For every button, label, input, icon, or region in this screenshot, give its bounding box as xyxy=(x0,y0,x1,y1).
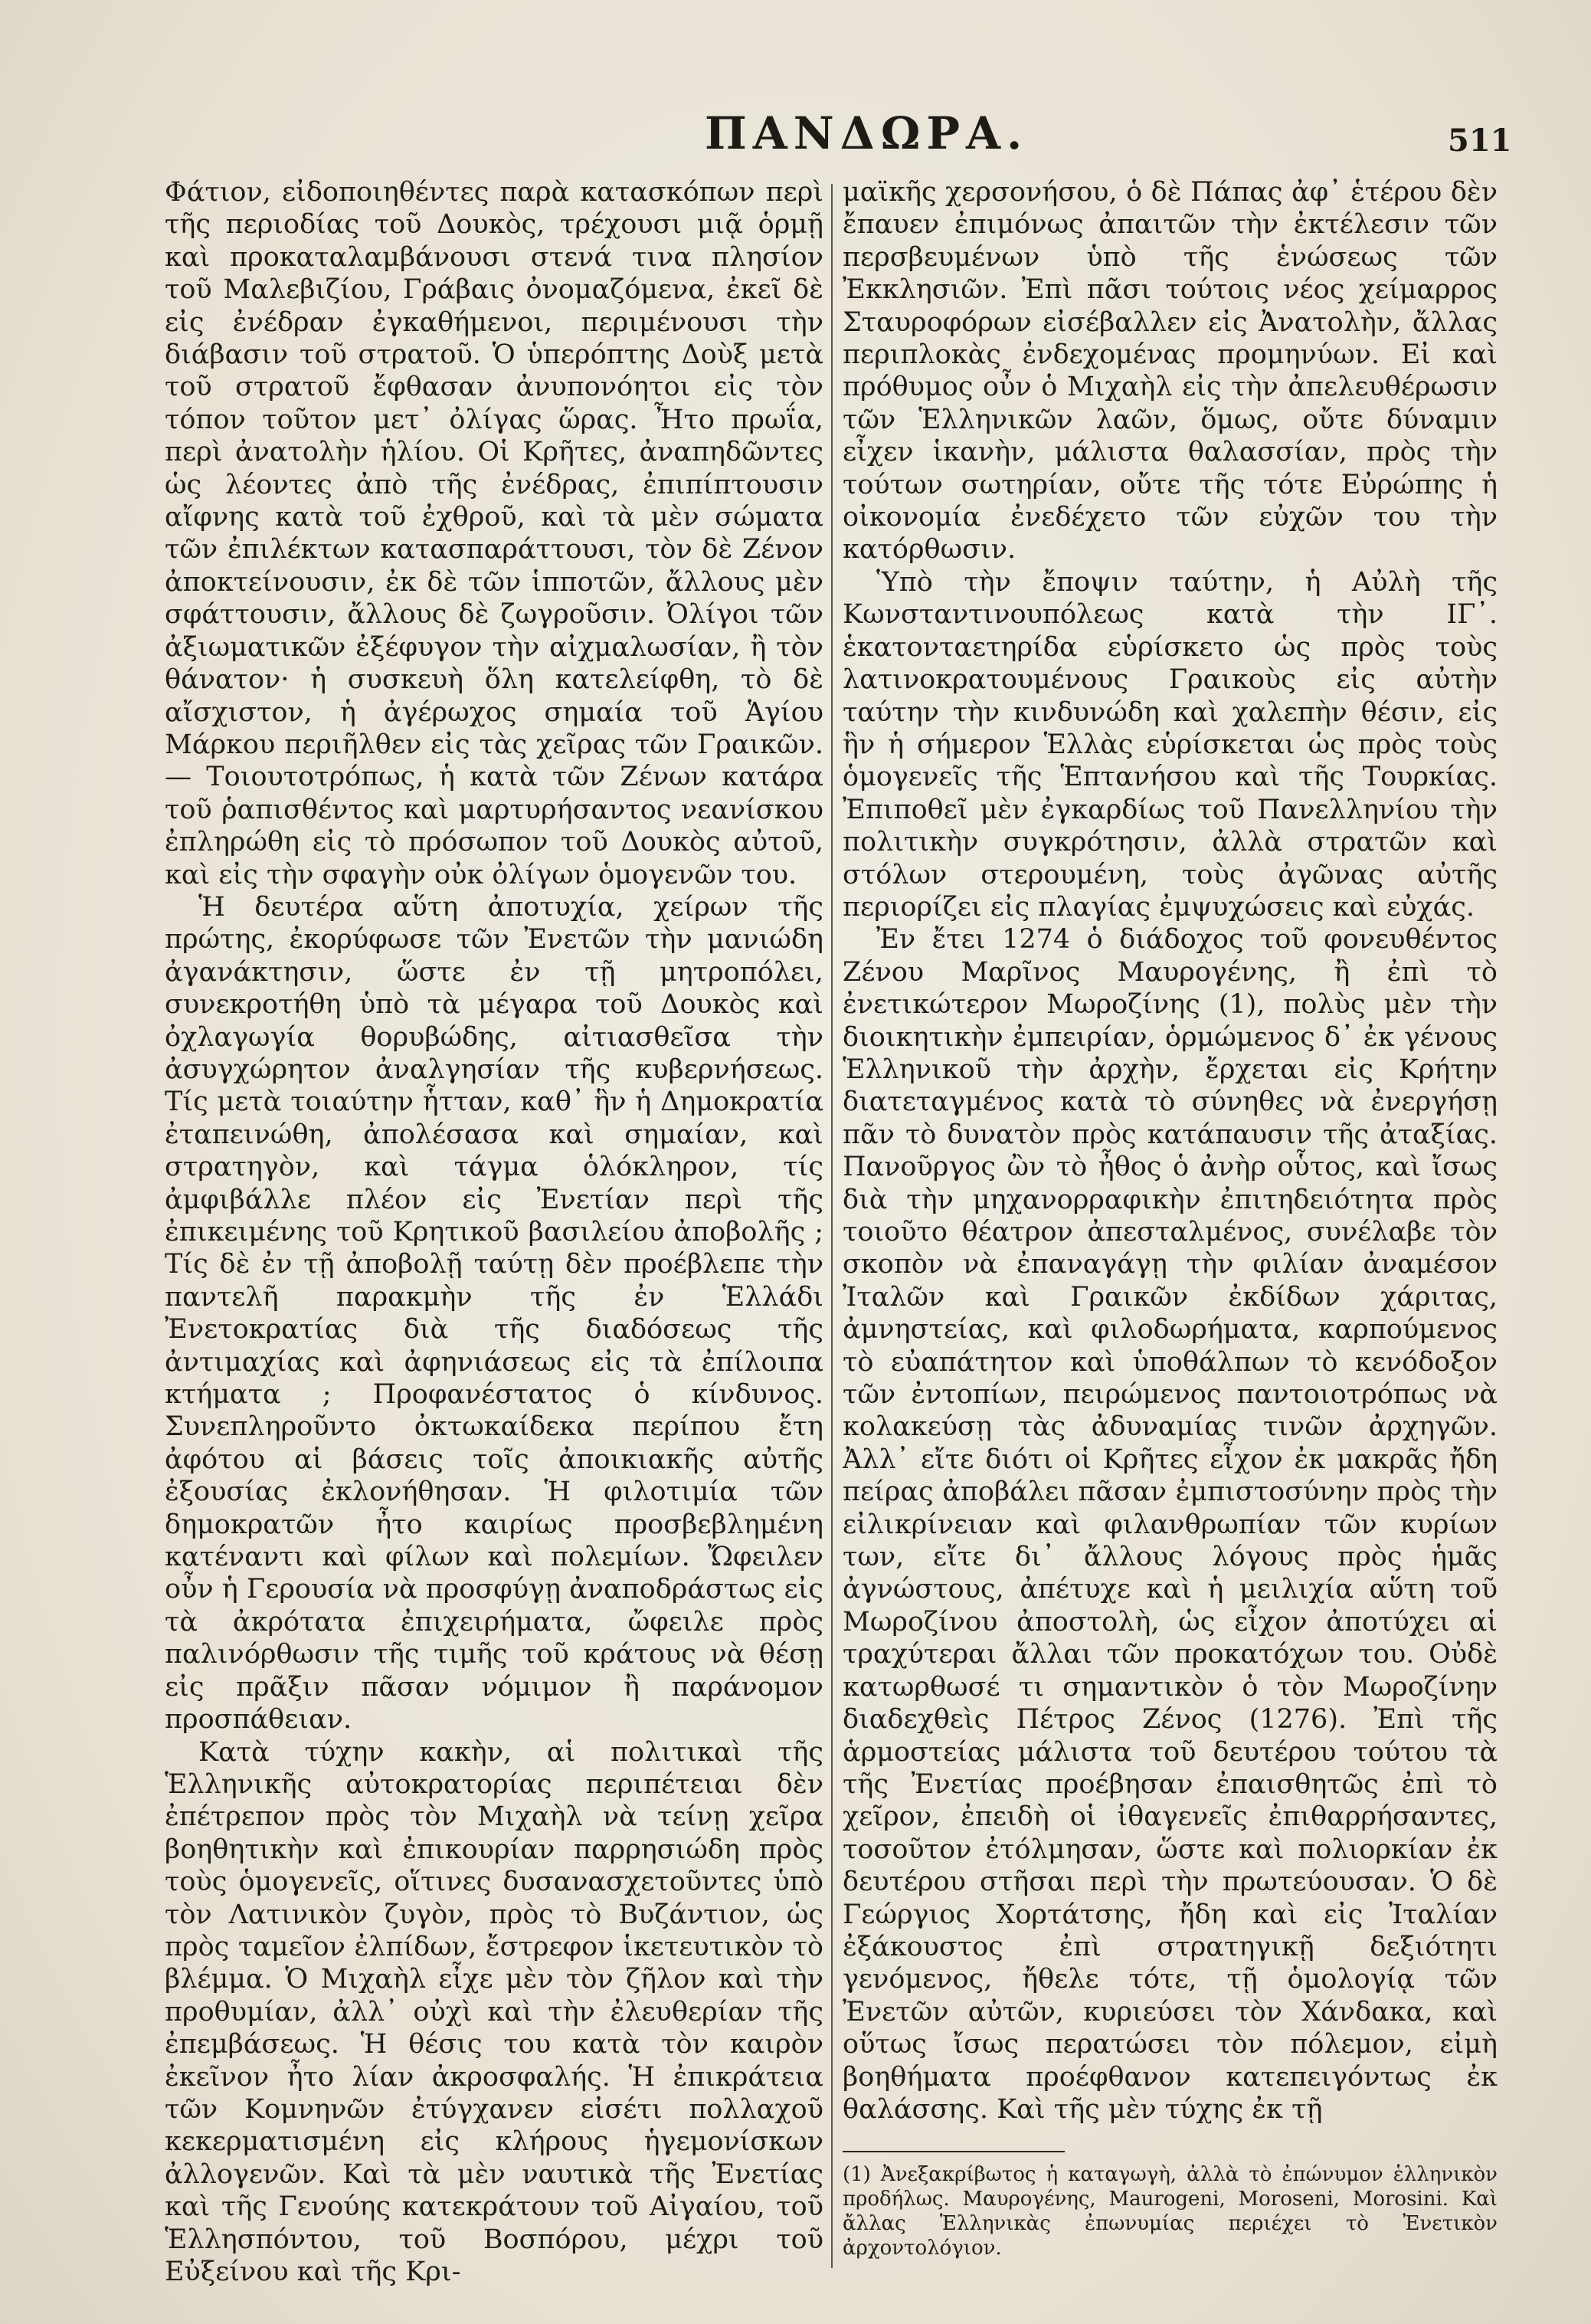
paragraph: Κατὰ τύχην κακὴν, αἱ πολιτικαὶ τῆς Ἑλληνικῆς αὐτοκρατορίας περιπέτειαι δὲν ἐπέτρεπον πρὸς τὸν Μιχαὴλ νὰ τείνῃ χεῖρα βοηθητικὴν καὶ ἐπικουρίαν παρρησιώδη πρὸς τοὺς ὁμογενεῖς, οἵτινες δυσανασχετοῦντες ὑπὸ τὸν Λατινικὸν ζυγὸν, πρὸς τὸ Βυζάντιον, ὡς πρὸς ταμεῖον ἐλπίδων, ἔστρεφον ἱκετευτικὸν τὸ βλέμμα. Ὁ Μιχαὴλ εἶχε μὲν τὸν ζῆλον καὶ τὴν προθυμίαν, ἀλλ᾿ οὐχὶ καὶ τὴν ἐλευθερίαν τῆς ἐπεμβάσεως. Ἡ θέσις του κατὰ τὸν καιρὸν ἐκεῖνον ἦτο λίαν ἀκροσφαλής. Ἡ ἐπικράτεια τῶν Κομνηνῶν ἐτύγχανεν εἰσέτι πολλαχοῦ κεκερματισμένη εἰς κλήρους ἡγεμονίσκων ἀλλογενῶν. Καὶ τὰ μὲν ναυτικὰ τῆς Ἐνετίας καὶ τῆς Γενούης κατεκράτουν τοῦ Αἰγαίου, τοῦ Ἑλλησπόντου, τοῦ Βοσπόρου, μέχρι τοῦ Εὐξείνου καὶ τῆς Κρι- xyxy=(165,1736,823,2287)
footnote: (1) Ἀνεξακρίβωτος ἡ καταγωγὴ, ἀλλὰ τὸ ἐπώνυμον ἑλληνικὸν προδήλως. Μαυρογένης, Maurogeni, Moroseni, Morosini. Καὶ ἄλλας Ἑλληνικὰς ἐπωνυμίας περιέχει τὸ Ἐνετικὸν ἀρχοντολόγιον. xyxy=(843,2163,1498,2260)
column-divider xyxy=(831,184,833,2268)
left-column xyxy=(165,176,823,2288)
running-head-title: ΠΑΝΔΩΡΑ. xyxy=(705,107,1029,159)
paragraph: Ἡ δευτέρα αὕτη ἀποτυχία, χείρων τῆς πρώτης, ἐκορύφωσε τῶν Ἐνετῶν τὴν μανιώδη ἀγανάκτησιν, ὥστε ἐν τῇ μητροπόλει, συνεκροτήθη ὑπὸ τὰ μέγαρα τοῦ Δουκὸς καὶ ὀχλαγωγία θορυβώδης, αἰτιασθεῖσα τὴν ἀσυγχώρητον ἀναλγησίαν τῆς κυβερνήσεως. Τίς μετὰ τοιαύτην ἧτταν, καθ᾿ ἣν ἡ Δημοκρατία ἐταπεινώθη, ἀπολέσασα καὶ σημαίαν, καὶ στρατηγὸν, καὶ τάγμα ὁλόκληρον, τίς ἀμφιβάλλε πλέον εἰς Ἐνετίαν περὶ τῆς ἐπικειμένης τοῦ Κρητικοῦ βασιλείου ἀποβολῆς ; Τίς δὲ ἐν τῇ ἀποβολῇ ταύτῃ δὲν προέβλεπε τὴν παντελῆ παρακμὴν τῆς ἐν Ἑλλάδι Ἐνετοκρατίας διὰ τῆς διαδόσεως τῆς ἀντιμαχίας καὶ ἀφηνιάσεως εἰς τὰ ἐπίλοιπα κτήματα ; Προφανέστατος ὁ κίνδυνος. Συνεπληροῦντο ὀκτωκαίδεκα περίπου ἔτη ἀφότου αἱ βάσεις τοῖς ἀποικιακῆς αὐτῆς ἐξουσίας ἐκλονήθησαν. Ἡ φιλοτιμία τῶν δημοκρατῶν ἦτο καιρίως προσβεβλημένη κατέναντι καὶ φίλων καὶ πολεμίων. Ὤφειλεν οὖν ἡ Γερουσία νὰ προσφύγῃ ἀναποδράστως εἰς τὰ ἀκρότατα ἐπιχειρήματα, ὤφειλε πρὸς παλινόρθωσιν τῆς τιμῆς τοῦ κράτους νὰ θέσῃ εἰς πρᾶξιν πᾶσαν νόμιμον ἢ παράνομον προσπάθειαν. xyxy=(165,891,823,1736)
paragraph: μαϊκῆς χερσονήσου, ὁ δὲ Πάπας ἀφ᾿ ἑτέρου δὲν ἔπαυεν ἐπιμόνως ἀπαιτῶν τὴν ἐκτέλεσιν τῶν περσβευμένων ὑπὸ τῆς ἑνώσεως τῶν Ἐκκλησιῶν. Ἐπὶ πᾶσι τούτοις νέος χείμαρρος Σταυροφόρων εἰσέβαλλεν εἰς Ἀνατολὴν, ἄλλας περιπλοκὰς ἐνδεχομένας προμηνύων. Εἰ καὶ πρόθυμος οὖν ὁ Μιχαὴλ εἰς τὴν ἀπελευθέρωσιν τῶν Ἑλληνικῶν λαῶν, ὅμως, οὔτε δύναμιν εἶχεν ἱκανὴν, μάλιστα θαλασσίαν, πρὸς τὴν τούτων σωτηρίαν, οὔτε τῆς τότε Εὐρώπης ἡ οἰκονομία ἐνεδέχετο τῶν εὐχῶν του τὴν κατόρθωσιν. xyxy=(843,177,1498,565)
footnote-rule xyxy=(843,2151,1065,2152)
paragraph: Ἐν ἔτει 1274 ὁ διάδοχος τοῦ φονευθέντος Ζένου Μαρῖνος Μαυρογένης, ἢ ἐπὶ τὸ ἐνετικώτερον Μωροζίνης (1), πολὺς μὲν τὴν διοικητικὴν ἐμπειρίαν, ὁρμώμενος δ᾿ ἐκ γένους Ἑλληνικοῦ τὴν ἀρχὴν, ἔρχεται εἰς Κρήτην διατεταγμένος κατὰ τὸ σύνηθες νὰ ἐνεργήσῃ πᾶν τὸ δυνατὸν πρὸς κατάπαυσιν τῆς ἀταξίας. Πανοῦργος ὢν τὸ ἦθος ὁ ἀνὴρ οὗτος, καὶ ἴσως διὰ τὴν μηχανορραφικὴν ἐπιτηδειότητα πρὸς τοιοῦτο θέατρον ἀπεσταλμένος, συνέλαβε τὸν σκοπὸν νὰ ἐπαναγάγῃ τὴν φιλίαν ἀναμέσον Ἰταλῶν καὶ Γραικῶν ἐκδίδων χάριτας, ἀμνηστείας, καὶ φιλοδωρήματα, καρπούμενος τὸ εὐαπάτητον καὶ ὑποθάλπων τὸ κενόδοξον τῶν ἐντοπίων, πειρώμενος παντοιοτρόπως νὰ κολακεύσῃ τὰς ἀδυναμίας τινῶν ἀρχηγῶν. Ἀλλ᾿ εἴτε διότι οἱ Κρῆτες εἶχον ἐκ μακρᾶς ἤδη πείρας ἀποβάλει πᾶσαν ἐμπιστοσύνην πρὸς τὴν εἰλικρίνειαν καὶ φιλανθρωπίαν τῶν κυρίων των, εἴτε δι᾿ ἄλλους λόγους πρὸς ἡμᾶς ἀγνώστους, ἀπέτυχε καὶ ἡ μειλιχία αὕτη τοῦ Μωροζίνου ἀποστολὴ, ὡς εἶχον ἀποτύχει αἱ τραχύτεραι ἄλλαι τῶν προκατόχων του. Οὐδὲ κατωρθωσέ τι σημαντικὸν ὁ τὸν Μωροζίνην διαδεχθεὶς Πέτρος Ζένος (1276). Ἐπὶ τῆς ἁρμοστείας μάλιστα τοῦ δευτέρου τούτου τὰ τῆς Ἐνετίας προέβησαν ἐπαισθητῶς ἐπὶ τὸ χεῖρον, ἐπειδὴ οἱ ἰθαγενεῖς ἐπιθαρρήσαντες, τοσοῦτον ἐτόλμησαν, ὥστε καὶ πολιορκίαν ἐκ δευτέρου στῆσαι περὶ τὴν πρωτεύουσαν. Ὁ δὲ Γεώργιος Χορτάτσης, ἤδη καὶ εἰς Ἰταλίαν ἐξάκουστος ἐπὶ στρατηγικῇ δεξιότητι γενόμενος, ἤθελε τότε, τῇ ὁμολογίᾳ τῶν Ἐνετῶν αὐτῶν, κυριεύσει τὸν Χάνδακα, καὶ οὕτως ἴσως περατώσει τὸν πόλεμον, εἰμὴ βοηθήματα προέφθανον κατεπειγόντως ἐκ θαλάσσης. Καὶ τῆς μὲν τύχης ἐκ τῇ xyxy=(843,924,1498,2125)
page-number: 511 xyxy=(1448,123,1512,159)
paragraph: Φάτιον, εἰδοποιηθέντες παρὰ κατασκόπων περὶ τῆς περιοδίας τοῦ Δουκὸς, τρέχουσι μιᾷ ὁρμῇ καὶ προκαταλαμβάνουσι στενά τινα πλησίον τοῦ Μαλεβιζίου, Γράβαις ὀνομαζόμενα, ἐκεῖ δὲ εἰς ἐνέδραν ἐγκαθήμενοι, περιμένουσι τὴν διάβασιν τοῦ στρατοῦ. Ὁ ὑπερόπτης Δοὺξ μετὰ τοῦ στρατοῦ ἔφθασαν ἀνυπονόητοι εἰς τὸν τόπον τοῦτον μετ᾿ ὀλίγας ὥρας. Ἦτο πρωΐα, περὶ ἀνατολὴν ἡλίου. Οἱ Κρῆτες, ἀναπηδῶντες ὡς λέοντες ἀπὸ τῆς ἐνέδρας, ἐπιπίπτουσιν αἴφνης κατὰ τοῦ ἐχθροῦ, καὶ τὰ μὲν σώματα τῶν ἐπιλέκτων κατασπαράττουσι, τὸν δὲ Ζένον ἀποκτείνουσιν, ἐκ δὲ τῶν ἱπποτῶν, ἄλλους μὲν σφάττουσιν, ἄλλους δὲ ζωγροῦσιν. Ὀλίγοι τῶν ἀξιωματικῶν ἐξέφυγον τὴν αἰχμαλωσίαν, ἢ τὸν θάνατον· ἡ συσκευὴ ὅλη κατελείφθη, τὸ δὲ αἴσχιστον, ἡ ἀγέρωχος σημαία τοῦ Ἁγίου Μάρκου περιῆλθεν εἰς τὰς χεῖρας τῶν Γραικῶν. — Τοιουτοτρόπως, ἡ κατὰ τῶν Ζένων κατάρα τοῦ ῥαπισθέντος καὶ μαρτυρήσαντος νεανίσκου ἐπληρώθη εἰς τὸ πρόσωπον τοῦ Δουκὸς αὐτοῦ, καὶ εἰς τὴν σφαγὴν οὐκ ὀλίγων ὁμογενῶν του. xyxy=(165,177,823,890)
right-column xyxy=(843,176,1498,2126)
paragraph: Ὑπὸ τὴν ἔποψιν ταύτην, ἡ Αὐλὴ τῆς Κωνσταντινουπόλεως κατὰ τὴν ΙΓ᾿. ἑκατονταετηρίδα εὑρίσκετο ὡς πρὸς τοὺς λατινοκρατουμένους Γραικοὺς εἰς αὐτὴν ταύτην τὴν κινδυνώδη καὶ χαλεπὴν θέσιν, εἰς ἣν ἡ σήμερον Ἑλλὰς εὑρίσκεται ὡς πρὸς τοὺς ὁμογενεῖς τῆς Ἑπτανήσου καὶ τῆς Τουρκίας. Ἐπιποθεῖ μὲν ἐγκαρδίως τοῦ Πανελληνίου τὴν πολιτικὴν συγκρότησιν, ἀλλὰ στρατῶν καὶ στόλων στερουμένη, τοὺς ἀγῶνας αὐτῆς περιορίζει εἰς πλαγίας ἐμψυχώσεις καὶ εὐχάς. xyxy=(843,566,1498,923)
